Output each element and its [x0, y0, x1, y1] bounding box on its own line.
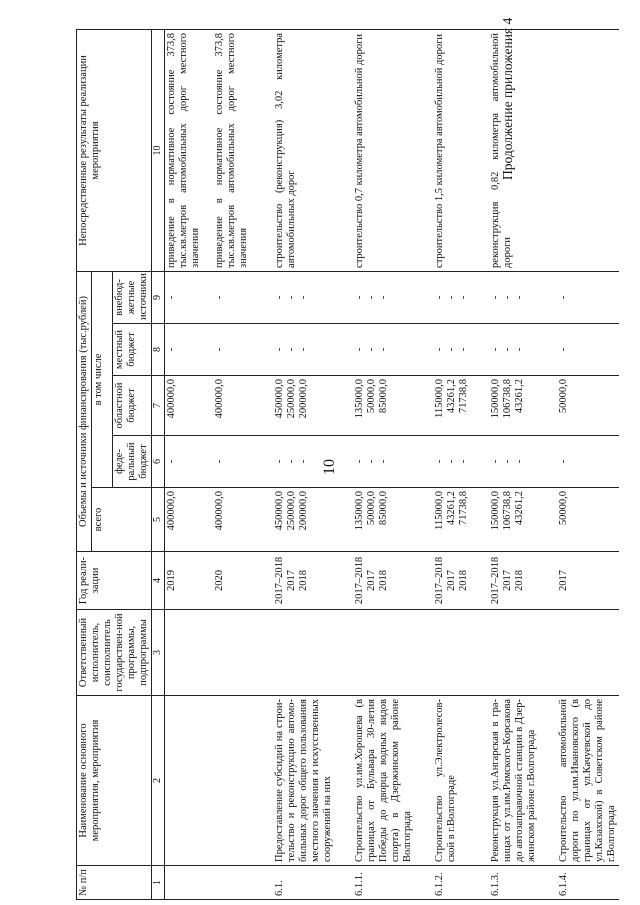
page-number: 10 — [321, 459, 338, 475]
table-row — [433, 29, 471, 899]
header-extra: внебюд-жетные источники — [113, 271, 152, 323]
row-spacer — [415, 29, 433, 899]
cell-name: Реконструкция ул.Ангарская в гра-ницах от ул.им.Римского-Корсакова до автозаправочной станции в Дзер-жинском районе г.Волгограда — [489, 696, 539, 866]
cell-total: 450000,0 250000,0 200000,0 — [273, 488, 335, 552]
spacer-cell — [471, 376, 489, 436]
spacer-cell — [203, 271, 213, 323]
cell-total: 115000,0 43261,2 71738,8 — [433, 488, 471, 552]
cell-regional: 450000,0 250000,0 200000,0 — [273, 376, 335, 436]
cell-year: 2020 — [213, 552, 251, 610]
col-number: 9 — [152, 271, 165, 323]
cell-num — [165, 866, 204, 900]
spacer-cell — [251, 271, 273, 323]
spacer-cell — [539, 29, 557, 271]
spacer-cell — [415, 696, 433, 866]
cell-federal: - - - — [273, 436, 335, 488]
cell-executor — [165, 610, 204, 696]
table-body — [165, 29, 620, 899]
cell-result: приведение в нормативное состояние 373,8 тыс.кв.метров автомобильных дорог местного значения — [213, 29, 251, 271]
cell-executor — [273, 610, 335, 696]
cell-name: Строительство ул.им.Хорошева (в границах от Бульвара 30-летия Победы до дворца водных видов спорта) в Дзержинском районе Волгограда — [353, 696, 415, 866]
cell-local: - - - — [353, 324, 415, 376]
row-spacer — [251, 29, 273, 899]
cell-federal: - - - — [433, 436, 471, 488]
cell-executor — [557, 610, 619, 696]
cell-regional: 150000,0 106738,8 43261,2 — [489, 376, 539, 436]
spacer-cell — [335, 324, 353, 376]
col-number: 6 — [152, 436, 165, 488]
header-funding: Объемы и источники финансирования (тыс.рублей) — [77, 271, 92, 551]
cell-extra: - - - — [273, 271, 335, 323]
spacer-cell — [539, 866, 557, 900]
cell-num: 6.1.3. — [489, 866, 539, 900]
row-spacer — [539, 29, 557, 899]
spacer-cell — [471, 552, 489, 610]
col-number: 7 — [152, 376, 165, 436]
cell-year: 2017–2018 2017 2018 — [273, 552, 335, 610]
cell-year: 2017–2018 2017 2018 — [433, 552, 471, 610]
spacer-cell — [539, 436, 557, 488]
cell-executor — [353, 610, 415, 696]
spacer-cell — [471, 610, 489, 696]
continuation-label: Продолжение приложения 4 — [500, 17, 515, 180]
cell-num: 6.1.2. — [433, 866, 471, 900]
cell-extra: - - - — [433, 271, 471, 323]
cell-result: реконструкция 0,82 километра автомобильной дороги — [489, 29, 539, 271]
spacer-cell — [251, 488, 273, 552]
cell-federal: - — [213, 436, 251, 488]
spacer-cell — [471, 696, 489, 866]
cell-regional: 400000,0 — [165, 376, 204, 436]
spacer-cell — [251, 866, 273, 900]
cell-executor — [433, 610, 471, 696]
spacer-cell — [415, 436, 433, 488]
table-row — [273, 29, 335, 899]
col-number: 1 — [152, 866, 165, 900]
spacer-cell — [251, 376, 273, 436]
cell-local: - - - — [273, 324, 335, 376]
cell-num: 6.1. — [273, 866, 335, 900]
cell-federal: - - - — [489, 436, 539, 488]
spacer-cell — [335, 29, 353, 271]
header-result: Непосредственные результаты реализации мероприятия — [77, 29, 152, 271]
cell-num — [213, 866, 251, 900]
spacer-cell — [251, 552, 273, 610]
row-spacer — [471, 29, 489, 899]
header-regional: областной бюджет — [113, 376, 152, 436]
spacer-cell — [415, 866, 433, 900]
spacer-cell — [203, 436, 213, 488]
cell-name — [165, 696, 204, 866]
cell-regional: 400000,0 — [213, 376, 251, 436]
cell-total: 400000,0 — [165, 488, 204, 552]
spacer-cell — [539, 271, 557, 323]
cell-local: - — [557, 324, 619, 376]
funding-table-wrapper — [76, 30, 619, 900]
spacer-cell — [335, 376, 353, 436]
cell-result: строительство 1,5 километра автомобильной дороги — [433, 29, 471, 271]
spacer-cell — [539, 610, 557, 696]
cell-result: строительство (реконструкция) 3,02 километра автомобильных дорог — [273, 29, 335, 271]
cell-executor — [213, 610, 251, 696]
cell-extra: - - - — [353, 271, 415, 323]
spacer-cell — [471, 29, 489, 271]
spacer-cell — [471, 271, 489, 323]
spacer-cell — [335, 271, 353, 323]
spacer-cell — [335, 436, 353, 488]
spacer-cell — [203, 866, 213, 900]
header-num: № п/п — [77, 866, 152, 900]
column-number-row — [152, 29, 165, 899]
table-row — [557, 29, 619, 899]
spacer-cell — [539, 488, 557, 552]
header-total: всего — [92, 488, 152, 552]
funding-table — [76, 29, 619, 900]
spacer-cell — [415, 29, 433, 271]
col-number: 4 — [152, 552, 165, 610]
col-number: 10 — [152, 29, 165, 271]
cell-year: 2017–2018 2017 2018 — [353, 552, 415, 610]
table-row — [213, 29, 251, 899]
header-federal: феде-ральный бюджет — [113, 436, 152, 488]
table-row — [489, 29, 539, 899]
spacer-cell — [335, 696, 353, 866]
spacer-cell — [471, 324, 489, 376]
cell-local: - — [165, 324, 204, 376]
table-row — [165, 29, 204, 899]
spacer-cell — [335, 488, 353, 552]
spacer-cell — [335, 552, 353, 610]
spacer-cell — [203, 324, 213, 376]
header-local: местный бюджет — [113, 324, 152, 376]
cell-year: 2017–2018 2017 2018 — [489, 552, 539, 610]
cell-num: 6.1.4. — [557, 866, 619, 900]
cell-extra: - - - — [489, 271, 539, 323]
spacer-cell — [203, 376, 213, 436]
cell-regional: 50000,0 — [557, 376, 619, 436]
cell-name: Строительство автомобильной дороги по ул.им.Ивановского (в границах от ул.Качуевской до ул.Казахской) в Советском районе г.Волгограда — [557, 696, 619, 866]
spacer-cell — [203, 488, 213, 552]
cell-extra: - — [165, 271, 204, 323]
cell-federal: - — [557, 436, 619, 488]
cell-year: 2019 — [165, 552, 204, 610]
cell-result: строительство 0,7 километра автомобильной дороги — [353, 29, 415, 271]
cell-federal: - — [165, 436, 204, 488]
cell-extra: - — [557, 271, 619, 323]
header-year: Год реали-зации — [77, 552, 152, 610]
spacer-cell — [471, 436, 489, 488]
cell-regional: 135000,0 50000,0 85000,0 — [353, 376, 415, 436]
cell-total: 150000,0 106738,8 43261,2 — [489, 488, 539, 552]
spacer-cell — [203, 610, 213, 696]
spacer-cell — [539, 324, 557, 376]
spacer-cell — [539, 552, 557, 610]
cell-total: 50000,0 — [557, 488, 619, 552]
spacer-cell — [415, 610, 433, 696]
cell-federal: - - - — [353, 436, 415, 488]
col-number: 2 — [152, 696, 165, 866]
cell-num: 6.1.1. — [353, 866, 415, 900]
cell-result — [557, 29, 619, 271]
spacer-cell — [335, 866, 353, 900]
spacer-cell — [203, 29, 213, 271]
cell-year: 2017 — [557, 552, 619, 610]
spacer-cell — [335, 610, 353, 696]
cell-local: - - - — [433, 324, 471, 376]
cell-local: - - - — [489, 324, 539, 376]
cell-name — [213, 696, 251, 866]
spacer-cell — [251, 436, 273, 488]
spacer-cell — [539, 696, 557, 866]
spacer-cell — [203, 696, 213, 866]
cell-local: - — [213, 324, 251, 376]
header-name: Наименование основного мероприятия, мероприятия — [77, 696, 152, 866]
col-number: 5 — [152, 488, 165, 552]
spacer-cell — [415, 324, 433, 376]
cell-total: 400000,0 — [213, 488, 251, 552]
col-number: 3 — [152, 610, 165, 696]
spacer-cell — [415, 376, 433, 436]
spacer-cell — [539, 376, 557, 436]
spacer-cell — [415, 552, 433, 610]
table-row — [353, 29, 415, 899]
spacer-cell — [251, 696, 273, 866]
col-number: 8 — [152, 324, 165, 376]
spacer-cell — [251, 610, 273, 696]
cell-regional: 115000,0 43261,2 71738,8 — [433, 376, 471, 436]
header-including: в том числе — [92, 271, 113, 487]
spacer-cell — [251, 324, 273, 376]
cell-extra: - — [213, 271, 251, 323]
spacer-cell — [471, 488, 489, 552]
cell-executor — [489, 610, 539, 696]
cell-total: 135000,0 50000,0 85000,0 — [353, 488, 415, 552]
spacer-cell — [415, 271, 433, 323]
cell-name: Строительство ул.Электролесов-ской в г.Волгограде — [433, 696, 471, 866]
spacer-cell — [203, 552, 213, 610]
row-spacer — [335, 29, 353, 899]
spacer-cell — [471, 866, 489, 900]
spacer-cell — [415, 488, 433, 552]
cell-name: Предоставление субсидий на строи-тельство и реконструкцию автомо-бильных дорог общего пользования местного значения и искусственных сооружений на них — [273, 696, 335, 866]
row-spacer — [203, 29, 213, 899]
header-executor: Ответственный исполнитель, соисполнитель государствен-ной программы, подпрограммы — [77, 610, 152, 696]
spacer-cell — [251, 29, 273, 271]
cell-result: приведение в нормативное состояние 373,8 тыс.кв.метров автомобильных дорог местного значения — [165, 29, 204, 271]
